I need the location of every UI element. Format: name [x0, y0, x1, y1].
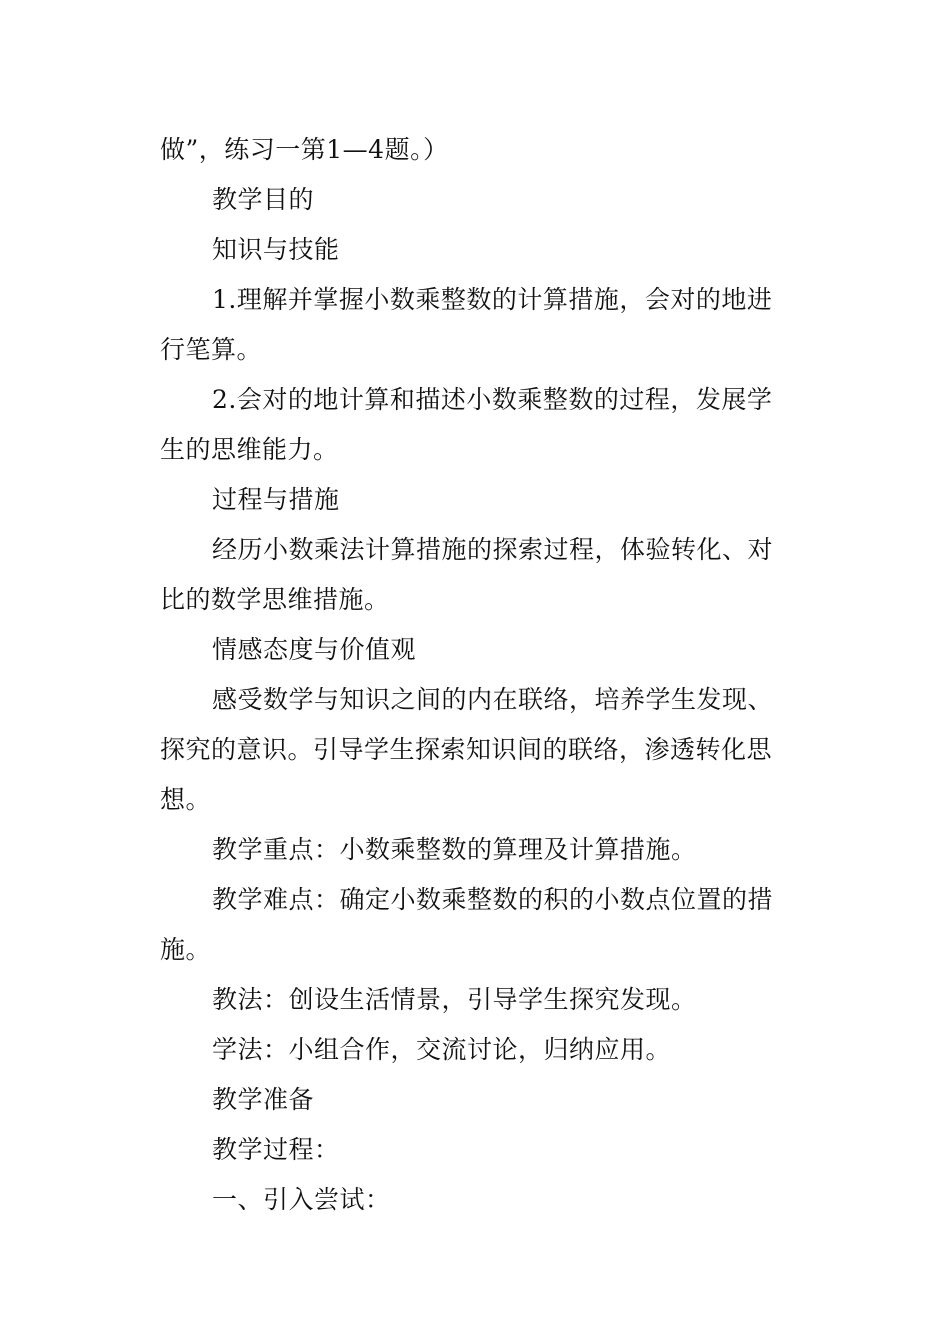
- heading-emotion-values: 情感态度与价值观: [212, 635, 417, 664]
- teaching-difficulty-line-1: 教学难点：确定小数乘整数的积的小数点位置的措: [212, 885, 774, 914]
- teaching-key-point: 教学重点：小数乘整数的算理及计算措施。: [212, 835, 697, 864]
- paragraph-goal-1-line-1: 1.理解并掌握小数乘整数的计算措施，会对的地进: [212, 285, 773, 314]
- paragraph-goal-1-line-2: 行笔算。: [160, 335, 263, 364]
- heading-process-methods: 过程与措施: [212, 485, 340, 514]
- paragraph-emotion-line-3: 想。: [160, 785, 212, 814]
- text-line-continuation: 做”，练习一第1—4题。）: [160, 135, 449, 164]
- paragraph-goal-2-line-2: 生的思维能力。: [160, 435, 339, 464]
- paragraph-process-line-1: 经历小数乘法计算措施的探索过程，体验转化、对: [212, 535, 774, 564]
- heading-knowledge-skills: 知识与技能: [212, 235, 340, 264]
- learning-method: 学法：小组合作，交流讨论，归纳应用。: [212, 1035, 672, 1064]
- paragraph-emotion-line-2: 探究的意识。引导学生探索知识间的联络，渗透转化思: [160, 735, 773, 764]
- heading-section-one: 一、引入尝试：: [212, 1185, 391, 1214]
- paragraph-goal-2-line-1: 2.会对的地计算和描述小数乘整数的过程，发展学: [212, 385, 773, 414]
- heading-teaching-preparation: 教学准备: [212, 1085, 315, 1114]
- teaching-method: 教法：创设生活情景，引导学生探究发现。: [212, 985, 697, 1014]
- heading-teaching-goals: 教学目的: [212, 185, 315, 214]
- paragraph-emotion-line-1: 感受数学与知识之间的内在联络，培养学生发现、: [212, 685, 774, 714]
- teaching-difficulty-line-2: 施。: [160, 935, 212, 964]
- paragraph-process-line-2: 比的数学思维措施。: [160, 585, 390, 614]
- heading-teaching-process: 教学过程：: [212, 1135, 340, 1164]
